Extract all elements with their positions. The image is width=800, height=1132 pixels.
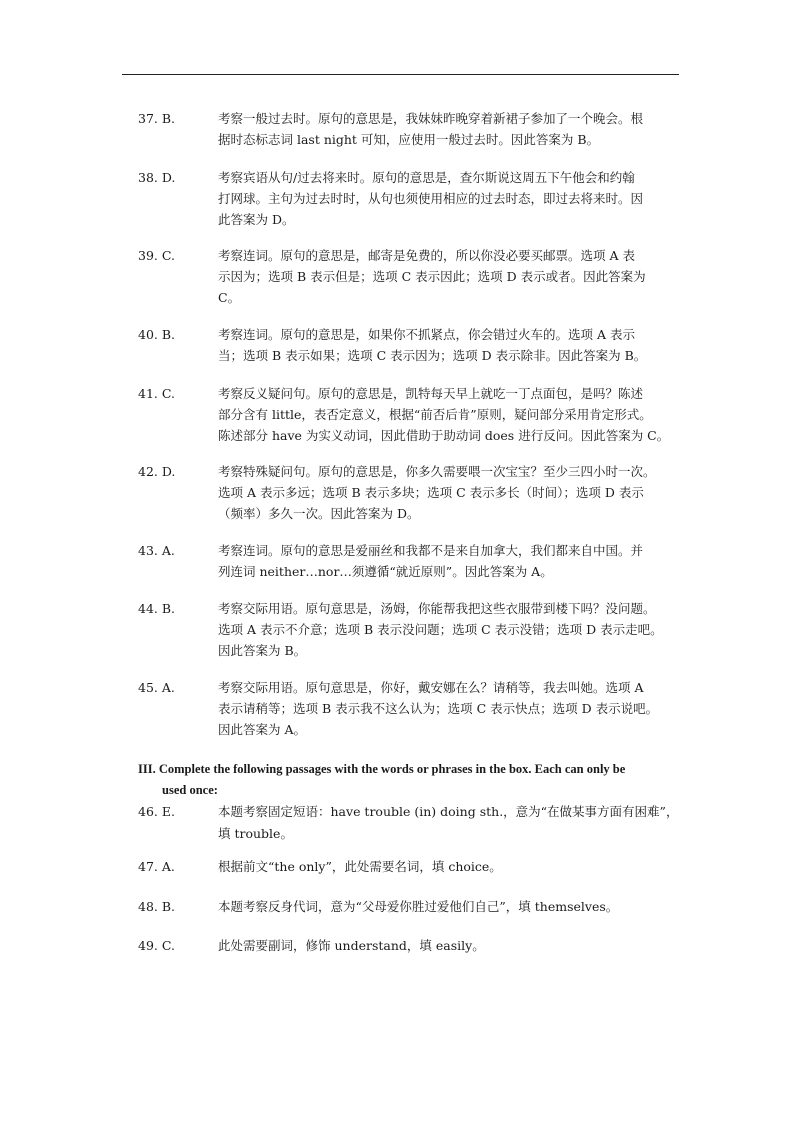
header-rule <box>122 74 679 75</box>
answer-number: 41. C. <box>138 386 175 401</box>
answer-explanation: 考察特殊疑问句。原句的意思是，你多久需要喂一次宝宝？至少三四小时一次。 选项 A 表示多远；选项 B 表示多块；选项 C 表示多长（时间）；选项 D 表示 （频率）多久一次。因此答案为 D。 <box>218 464 656 521</box>
answer-number: 37. B. <box>138 111 176 126</box>
answer-number: 43. A. <box>138 543 175 558</box>
answer-number: 48. B. <box>138 899 176 914</box>
answer-explanation: 考察反义疑问句。原句的意思是，凯特每天早上就吃一丁点面包，是吗？陈述 部分含有 little，表否定意义，根据“前否后肯”原则，疑问部分采用肯定形式。 陈述部分 have 为实义动词，因此借助于助动词 does 进行反问。因此答案为 C。 <box>218 386 670 443</box>
answer-number: 45. A. <box>138 680 175 695</box>
answer-explanation: 本题考察反身代词，意为“父母爱你胜过爱他们自己”，填 themselves。 <box>218 899 619 914</box>
answer-explanation: 考察交际用语。原句意思是，汤姆，你能帮我把这些衣服带到楼下吗？没问题。 选项 A 表示不介意；选项 B 表示没问题；选项 C 表示没错；选项 D 表示走吧。 因此答案为 B。 <box>218 601 663 658</box>
answer-explanation: 考察连词。原句的意思是，如果你不抓紧点，你会错过火车的。选项 A 表示 当；选项 B 表示如果；选项 C 表示因为；选项 D 表示除非。因此答案为 B。 <box>218 327 647 363</box>
answer-number: 47. A. <box>138 859 175 874</box>
answer-explanation: 本题考察固定短语：have trouble (in) doing sth.，意为“在做某事方面有困难”， 填 trouble。 <box>218 804 679 841</box>
answer-explanation: 考察连词。原句的意思是，邮寄是免费的，所以你没必要买邮票。选项 A 表 示因为；选项 B 表示但是；选项 C 表示因此；选项 D 表示或者。因此答案为 C。 <box>218 248 646 305</box>
answer-number: 49. C. <box>138 938 175 953</box>
answer-explanation: 此处需要副词，修饰 understand，填 easily。 <box>218 938 485 953</box>
section-heading: III. Complete the following passages with the words or phrases in the box. Each can only be used once: <box>138 762 626 797</box>
answer-number: 38. D. <box>138 170 176 185</box>
answer-number: 44. B. <box>138 601 176 616</box>
answer-number: 40. B. <box>138 327 176 342</box>
answer-number: 42. D. <box>138 464 176 479</box>
answer-number: 39. C. <box>138 248 175 263</box>
answer-explanation: 考察交际用语。原句意思是，你好，戴安娜在么？请稍等，我去叫她。选项 A 表示请稍等；选项 B 表示我不这么认为；选项 C 表示快点；选项 D 表示说吧。 因此答案为 A。 <box>218 680 659 737</box>
answer-explanation: 考察一般过去时。原句的意思是，我妹妹昨晚穿着新裙子参加了一个晚会。根 据时态标志词 last night 可知，应使用一般过去时。因此答案为 B。 <box>218 111 644 147</box>
answer-explanation: 考察宾语从句/过去将来时。原句的意思是，查尔斯说这周五下午他会和约翰 打网球。主句为过去时时，从句也须使用相应的过去时态，即过去将来时。因 此答案为 D。 <box>218 170 644 227</box>
answer-number: 46. E. <box>138 804 175 819</box>
answer-explanation: 考察连词。原句的意思是爱丽丝和我都不是来自加拿大，我们都来自中国。并 列连词 neither…nor…须遵循“就近原则”。因此答案为 A。 <box>218 543 644 579</box>
answer-explanation: 根据前文“the only”，此处需要名词，填 choice。 <box>218 859 502 874</box>
